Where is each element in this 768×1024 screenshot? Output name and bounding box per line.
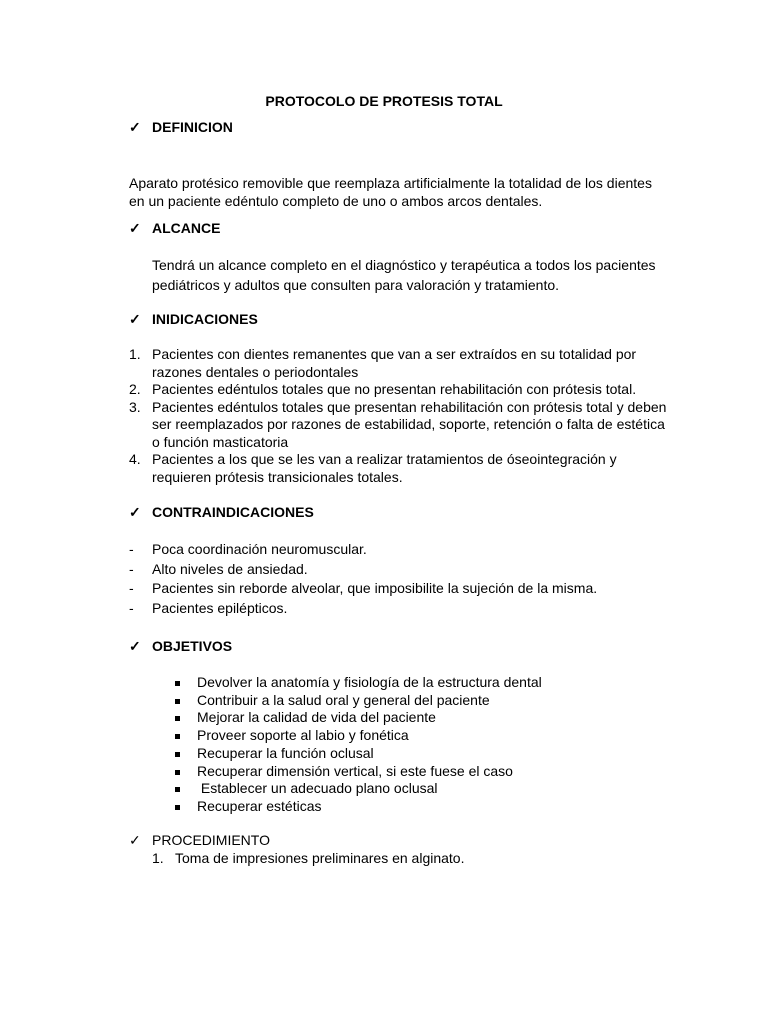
square-bullet-icon [175, 770, 180, 775]
item-line: Pacientes a los que se les van a realizar tratamientos de óseointegración y [152, 451, 617, 467]
definicion-paragraph [129, 175, 652, 210]
checkmark-icon: ✓ [129, 119, 141, 135]
list-marker: 1. [129, 346, 141, 362]
square-bullet-icon [175, 752, 180, 757]
item-line: Pacientes con dientes remanentes que van a ser extraídos en su totalidad por [152, 346, 637, 362]
paragraph-line: Aparato protésico removible que reemplaza artificialmente la totalidad de los dientes [129, 175, 652, 191]
list-marker: 2. [129, 381, 141, 397]
list-item [129, 579, 597, 599]
paragraph-line: Tendrá un alcance completo en el diagnóstico y terapéutica a todos los pacientes [152, 257, 656, 273]
square-bullet-icon [175, 787, 180, 792]
item-text: Pacientes sin reborde alveolar, que imposibilite la sujeción de la misma. [152, 580, 598, 596]
alcance-paragraph [152, 255, 656, 295]
heading-text: DEFINICION [152, 119, 233, 135]
section-heading-indicaciones [129, 311, 258, 329]
list-item [175, 709, 542, 727]
checkmark-icon: ✓ [129, 220, 141, 236]
item-text: Poca coordinación neuromuscular. [152, 541, 367, 557]
item-text: Recuperar dimensión vertical, si este fuese el caso [197, 762, 513, 779]
section-heading-procedimiento [129, 832, 270, 850]
list-item [129, 540, 597, 560]
list-marker: - [129, 580, 134, 596]
list-item [175, 674, 542, 692]
list-item [175, 692, 542, 710]
item-line: razones dentales o periodontales [152, 363, 359, 380]
heading-text: INIDICACIONES [152, 311, 258, 327]
heading-text: ALCANCE [152, 220, 221, 236]
procedimiento-list [152, 850, 464, 868]
section-heading-contraindicaciones [129, 504, 314, 522]
item-line: ser reemplazados por razones de estabilidad, soporte, retención o falta de estética [152, 416, 665, 432]
item-line: o función masticatoria [152, 433, 289, 450]
list-marker: 1. [152, 850, 164, 866]
list-item [129, 346, 666, 381]
list-marker: 4. [129, 451, 141, 467]
heading-text: PROCEDIMIENTO [152, 832, 270, 848]
square-bullet-icon [175, 681, 180, 686]
heading-text: OBJETIVOS [152, 638, 233, 654]
item-line: Pacientes edéntulos totales que presentan rehabilitación con prótesis total y deben [152, 398, 667, 415]
checkmark-icon: ✓ [129, 311, 141, 327]
item-text: Alto niveles de ansiedad. [152, 560, 308, 577]
square-bullet-icon [175, 716, 180, 721]
objetivos-list [175, 674, 542, 816]
item-text: Mejorar la calidad de vida del paciente [197, 709, 436, 726]
item-text: Pacientes epilépticos. [152, 599, 288, 616]
list-item [129, 560, 597, 580]
item-text: Recuperar estéticas [197, 797, 322, 814]
item-text: Toma de impresiones preliminares en alginato. [175, 850, 465, 866]
indicaciones-list [129, 346, 666, 486]
square-bullet-icon [175, 734, 180, 739]
list-item [129, 451, 666, 486]
list-item [152, 850, 464, 868]
checkmark-icon: ✓ [129, 638, 141, 654]
paragraph-line: pediátricos y adultos que consulten para valoración y tratamiento. [152, 277, 560, 293]
contraindicaciones-list [129, 540, 597, 618]
item-text: Recuperar la función oclusal [197, 744, 374, 761]
section-heading-alcance [129, 220, 220, 238]
list-item [129, 399, 666, 452]
list-item [129, 599, 597, 619]
list-item [175, 798, 542, 816]
list-item [175, 745, 542, 763]
section-heading-definicion [129, 119, 233, 137]
list-item [175, 727, 542, 745]
checkmark-icon: ✓ [129, 832, 141, 848]
square-bullet-icon [175, 805, 180, 810]
document-title: PROTOCOLO DE PROTESIS TOTAL [265, 93, 503, 109]
list-marker: - [129, 560, 134, 577]
list-item [175, 780, 542, 798]
item-line: Pacientes edéntulos totales que no presentan rehabilitación con prótesis total. [152, 381, 637, 397]
item-text: Proveer soporte al labio y fonética [197, 727, 409, 744]
item-text: Establecer un adecuado plano oclusal [197, 780, 438, 797]
item-line: requieren prótesis transicionales totales. [152, 468, 403, 485]
checkmark-icon: ✓ [129, 504, 141, 520]
list-marker: 3. [129, 398, 141, 415]
list-item [175, 763, 542, 781]
paragraph-line: en un paciente edéntulo completo de uno o ambos arcos dentales. [129, 192, 543, 209]
list-marker: - [129, 599, 134, 616]
list-item [129, 381, 666, 399]
item-text: Devolver la anatomía y fisiología de la estructura dental [197, 674, 542, 690]
heading-text: CONTRAINDICACIONES [152, 504, 314, 520]
item-text: Contribuir a la salud oral y general del paciente [197, 691, 490, 708]
list-marker: - [129, 541, 134, 557]
section-heading-objetivos [129, 638, 232, 656]
square-bullet-icon [175, 699, 180, 704]
